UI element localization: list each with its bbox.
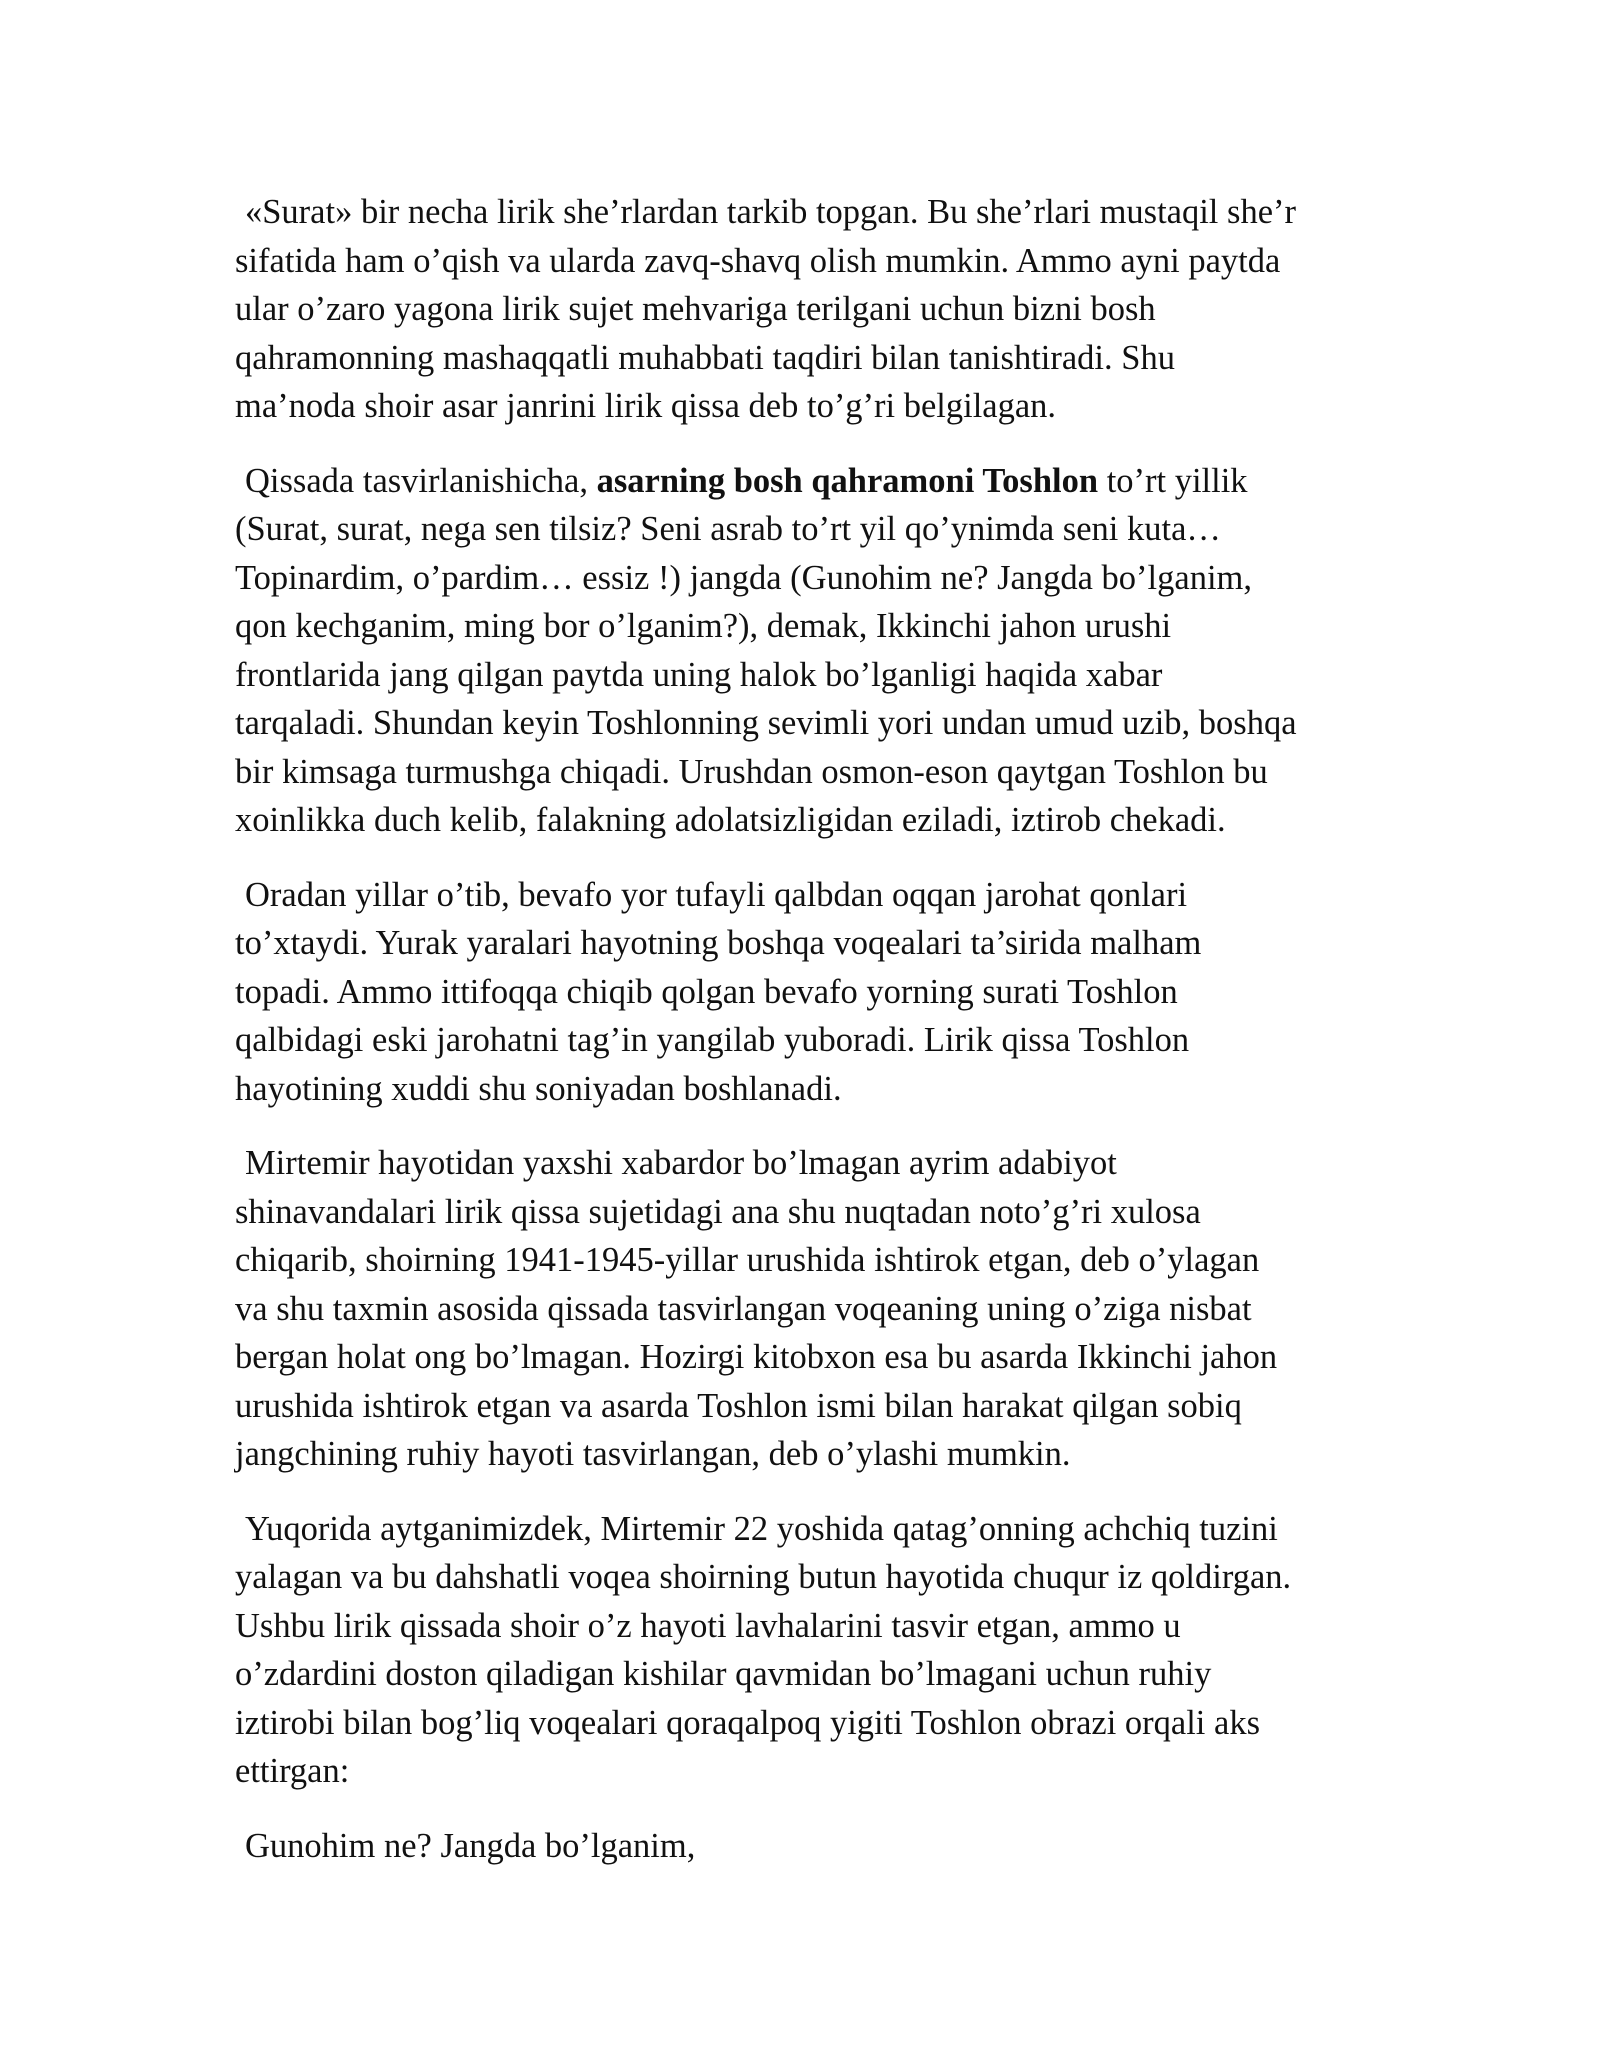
text-line: o’zdardini doston qiladigan kishilar qavmidan bo’lmagani uchun ruhiy <box>235 1655 1212 1693</box>
text-line: Topinardim, o’pardim… essiz !) jangda (Gunohim ne? Jangda bo’lganim, <box>235 558 1252 597</box>
text-line: ettirgan: <box>235 1752 350 1790</box>
text-line: Yuqorida aytganimizdek, Mirtemir 22 yoshida qatag’onning achchiq tuzini <box>245 1509 1278 1548</box>
text-line: frontlarida jang qilgan paytda uning halok bo’lganligi haqida xabar <box>235 655 1163 694</box>
text-line: ma’noda shoir asar janrini lirik qissa deb to’g’ri belgilagan. <box>235 387 1057 425</box>
text-line: ular o’zaro yagona lirik sujet mehvariga terilgani uchun bizni bosh <box>235 290 1156 328</box>
text-line: va shu taxmin asosida qissada tasvirlangan voqeaning uning o’ziga nisbat <box>235 1289 1252 1328</box>
text-line: Oradan yillar o’tib, bevafo yor tufayli qalbdan oqqan jarohat qonlari <box>245 875 1188 914</box>
text-line: chiqarib, shoirning 1941-1945-yillar urushida ishtirok etgan, deb o’ylagan <box>235 1241 1260 1279</box>
text-line: to’xtaydi. Yurak yaralari hayotning boshqa voqealari ta’sirida malham <box>235 924 1202 962</box>
text-line: iztirobi bilan bog’liq voqealari qoraqalpoq yigiti Toshlon obrazi orqali aks <box>235 1703 1261 1742</box>
text-line: qalbidagi eski jarohatni tag’in yangilab yuboradi. Lirik qissa Toshlon <box>235 1021 1190 1059</box>
text-line: Mirtemir hayotidan yaxshi xabardor bo’lmagan ayrim adabiyot <box>245 1144 1117 1182</box>
text-line: Gunohim ne? Jangda bo’lganim, <box>245 1826 696 1865</box>
text-line: qon kechganim, ming bor o’lganim?), demak, Ikkinchi jahon urushi <box>235 607 1172 645</box>
text-line: sifatida ham o’qish va ularda zavq-shavq olish mumkin. Ammo ayni paytda <box>235 241 1281 280</box>
text-line: tarqaladi. Shundan keyin Toshlonning sevimli yori undan umud uzib, boshqa <box>235 704 1297 742</box>
text-line: bir kimsaga turmushga chiqadi. Urushdan osmon-eson qaytgan Toshlon bu <box>235 752 1268 791</box>
paragraph-4 <box>235 1139 1370 1479</box>
text-line: jangchining ruhiy hayoti tasvirlangan, deb o’ylashi mumkin. <box>235 1435 1071 1473</box>
paragraph-2 <box>235 457 1370 845</box>
text-line: Ushbu lirik qissada shoir o’z hayoti lavhalarini tasvir etgan, ammo u <box>235 1606 1181 1645</box>
paragraph-6 <box>235 1822 1370 1871</box>
text-line: «Surat» bir necha lirik she’rlardan tarkib topgan. Bu she’rlari mustaqil she’r <box>245 193 1296 231</box>
text-run: to’rt yillik <box>1098 461 1248 500</box>
text-line: hayotining xuddi shu soniyadan boshlanadi. <box>235 1069 842 1108</box>
text-line <box>235 457 1370 506</box>
bold-phrase: asarning bosh qahramoni Toshlon <box>596 461 1099 500</box>
paragraph-3 <box>235 871 1370 1114</box>
text-run: Qissada tasvirlanishicha, <box>245 461 597 500</box>
text-line: yalagan va bu dahshatli voqea shoirning butun hayotida chuqur iz qoldirgan. <box>235 1558 1292 1596</box>
text-line: urushida ishtirok etgan va asarda Toshlon ismi bilan harakat qilgan sobiq <box>235 1386 1242 1425</box>
text-line: qahramonning mashaqqatli muhabbati taqdiri bilan tanishtiradi. Shu <box>235 338 1175 377</box>
text-line: xoinlikka duch kelib, falakning adolatsizligidan eziladi, iztirob chekadi. <box>235 801 1226 839</box>
text-line: topadi. Ammo ittifoqqa chiqib qolgan bevafo yorning surati Toshlon <box>235 972 1178 1011</box>
text-line: (Surat, surat, nega sen tilsiz? Seni asrab to’rt yil qo’ynimda seni kuta… <box>235 510 1221 548</box>
text-line: shinavandalari lirik qissa sujetidagi ana shu nuqtadan noto’g’ri xulosa <box>235 1192 1201 1231</box>
document-page <box>235 188 1370 1896</box>
text-line: bergan holat ong bo’lmagan. Hozirgi kitobxon esa bu asarda Ikkinchi jahon <box>235 1338 1278 1376</box>
paragraph-5 <box>235 1505 1370 1796</box>
paragraph-1 <box>235 188 1370 431</box>
